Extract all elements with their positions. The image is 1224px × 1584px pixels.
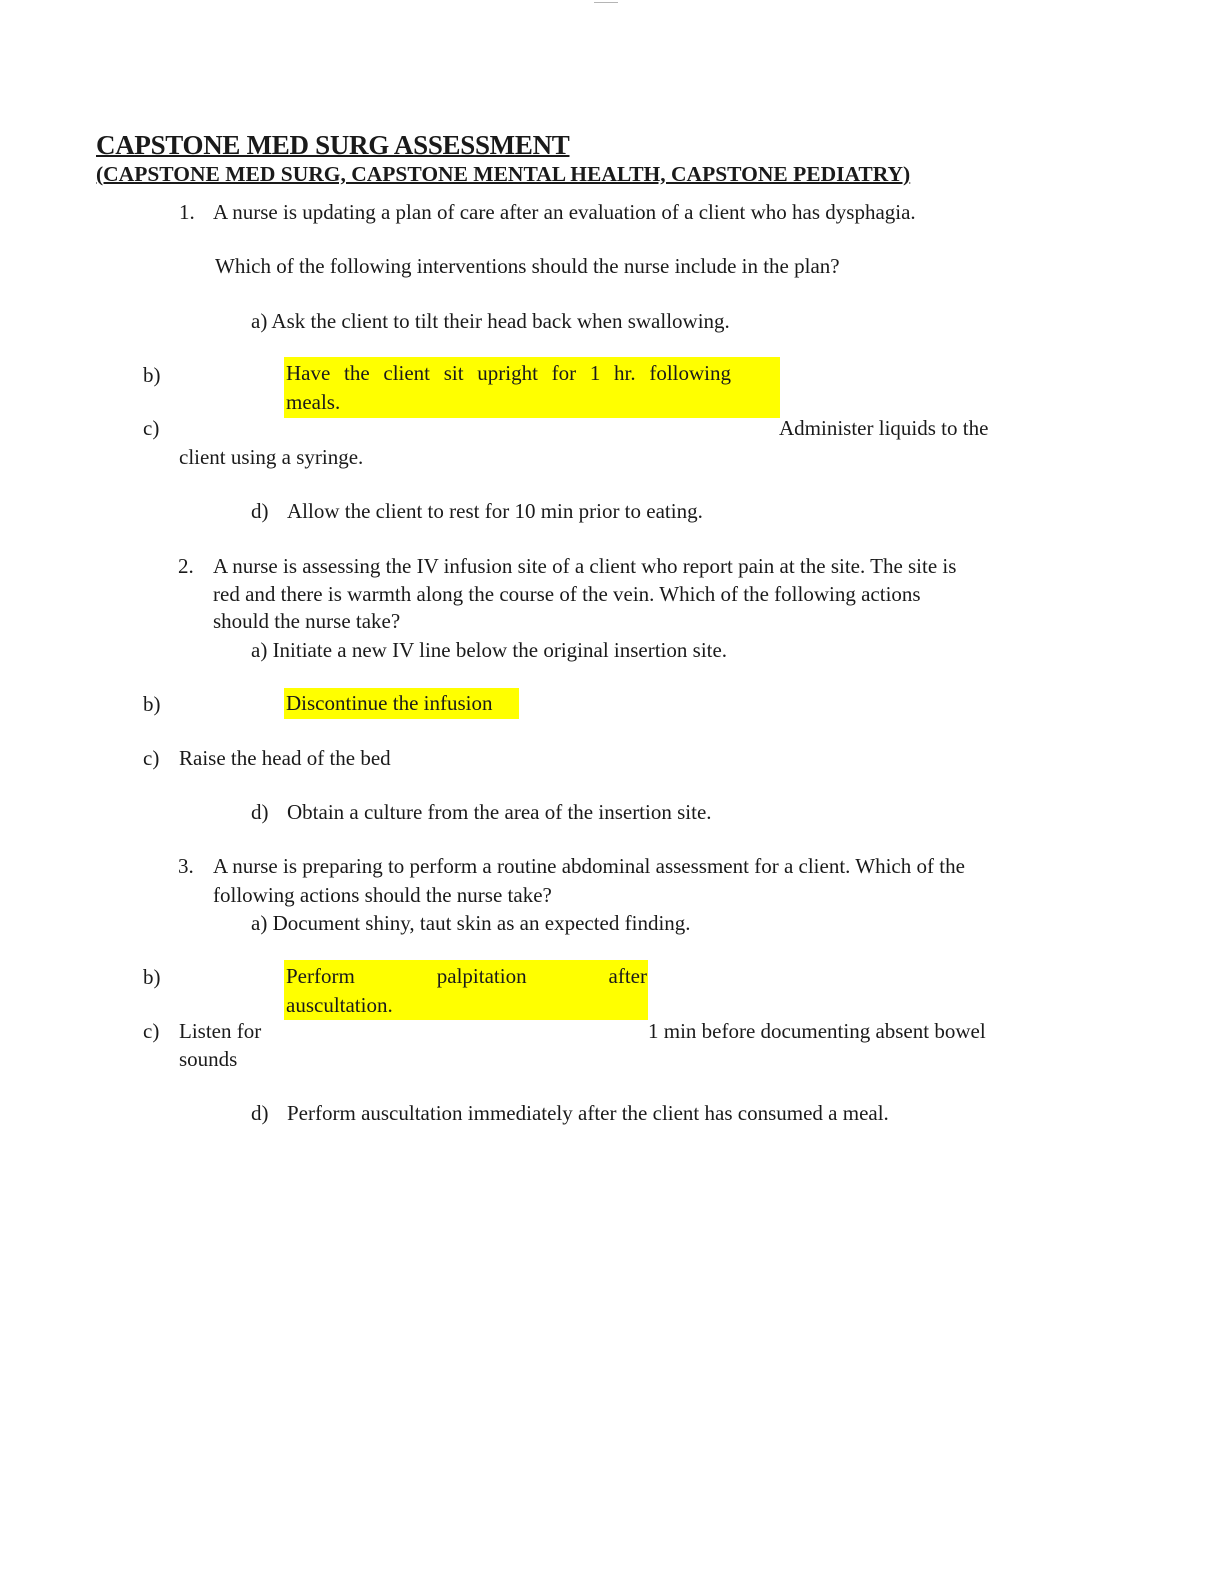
question-number: 3. <box>178 854 194 878</box>
option-d-text: Perform auscultation immediately after the client has consumed a meal. <box>287 1101 889 1125</box>
option-d-text: Obtain a culture from the area of the insertion site. <box>287 800 712 824</box>
question-number: 2. <box>178 554 194 578</box>
option-c-text: sounds <box>179 1047 238 1071</box>
option-c-label: c) <box>143 416 160 440</box>
option-c-text: 1 min before documenting absent bowel <box>648 1019 986 1043</box>
option-c-text: Listen for <box>179 1019 262 1043</box>
option-b-label: b) <box>143 965 161 989</box>
option-c-text: client using a syringe. <box>179 445 364 469</box>
option-b-text: Discontinue the infusion <box>286 691 493 715</box>
option-a: a) Document shiny, taut skin as an expected finding. <box>251 911 691 935</box>
option-b-text: Perform palpitation after <box>286 964 647 988</box>
option-a: a) Ask the client to tilt their head back when swallowing. <box>251 309 730 333</box>
question-number: 1. <box>179 200 195 224</box>
option-d-label: d) <box>251 1101 269 1125</box>
document-title: CAPSTONE MED SURG ASSESSMENT <box>96 130 570 160</box>
option-b-text: meals. <box>286 390 341 414</box>
option-c-label: c) <box>143 746 160 770</box>
option-c-text: Raise the head of the bed <box>179 746 391 770</box>
option-d-label: d) <box>251 499 269 523</box>
option-b-text: Have the client sit upright for 1 hr. following <box>286 361 731 385</box>
document-subtitle: (CAPSTONE MED SURG, CAPSTONE MENTAL HEALTH, CAPSTONE PEDIATRY) <box>96 162 911 186</box>
question-stem-line: Which of the following interventions should the nurse include in the plan? <box>215 254 840 278</box>
page-header-mark <box>594 2 618 3</box>
question-stem-line: A nurse is updating a plan of care after an evaluation of a client who has dysphagia. <box>213 200 916 224</box>
option-b-label: b) <box>143 692 161 716</box>
option-b-text: auscultation. <box>286 993 393 1017</box>
question-stem-line: A nurse is preparing to perform a routine abdominal assessment for a client. Which of the <box>213 854 965 878</box>
question-stem-line: should the nurse take? <box>213 609 401 633</box>
option-b-label: b) <box>143 363 161 387</box>
option-c-text: Administer liquids to the <box>779 416 989 440</box>
question-stem-line: A nurse is assessing the IV infusion site of a client who report pain at the site. The site is <box>213 554 957 578</box>
question-stem-line: red and there is warmth along the course of the vein. Which of the following actions <box>213 582 921 606</box>
option-c-label: c) <box>143 1019 160 1043</box>
option-d-label: d) <box>251 800 269 824</box>
option-a: a) Initiate a new IV line below the original insertion site. <box>251 638 728 662</box>
option-d-text: Allow the client to rest for 10 min prior to eating. <box>287 499 703 523</box>
question-stem-line: following actions should the nurse take? <box>213 883 552 907</box>
